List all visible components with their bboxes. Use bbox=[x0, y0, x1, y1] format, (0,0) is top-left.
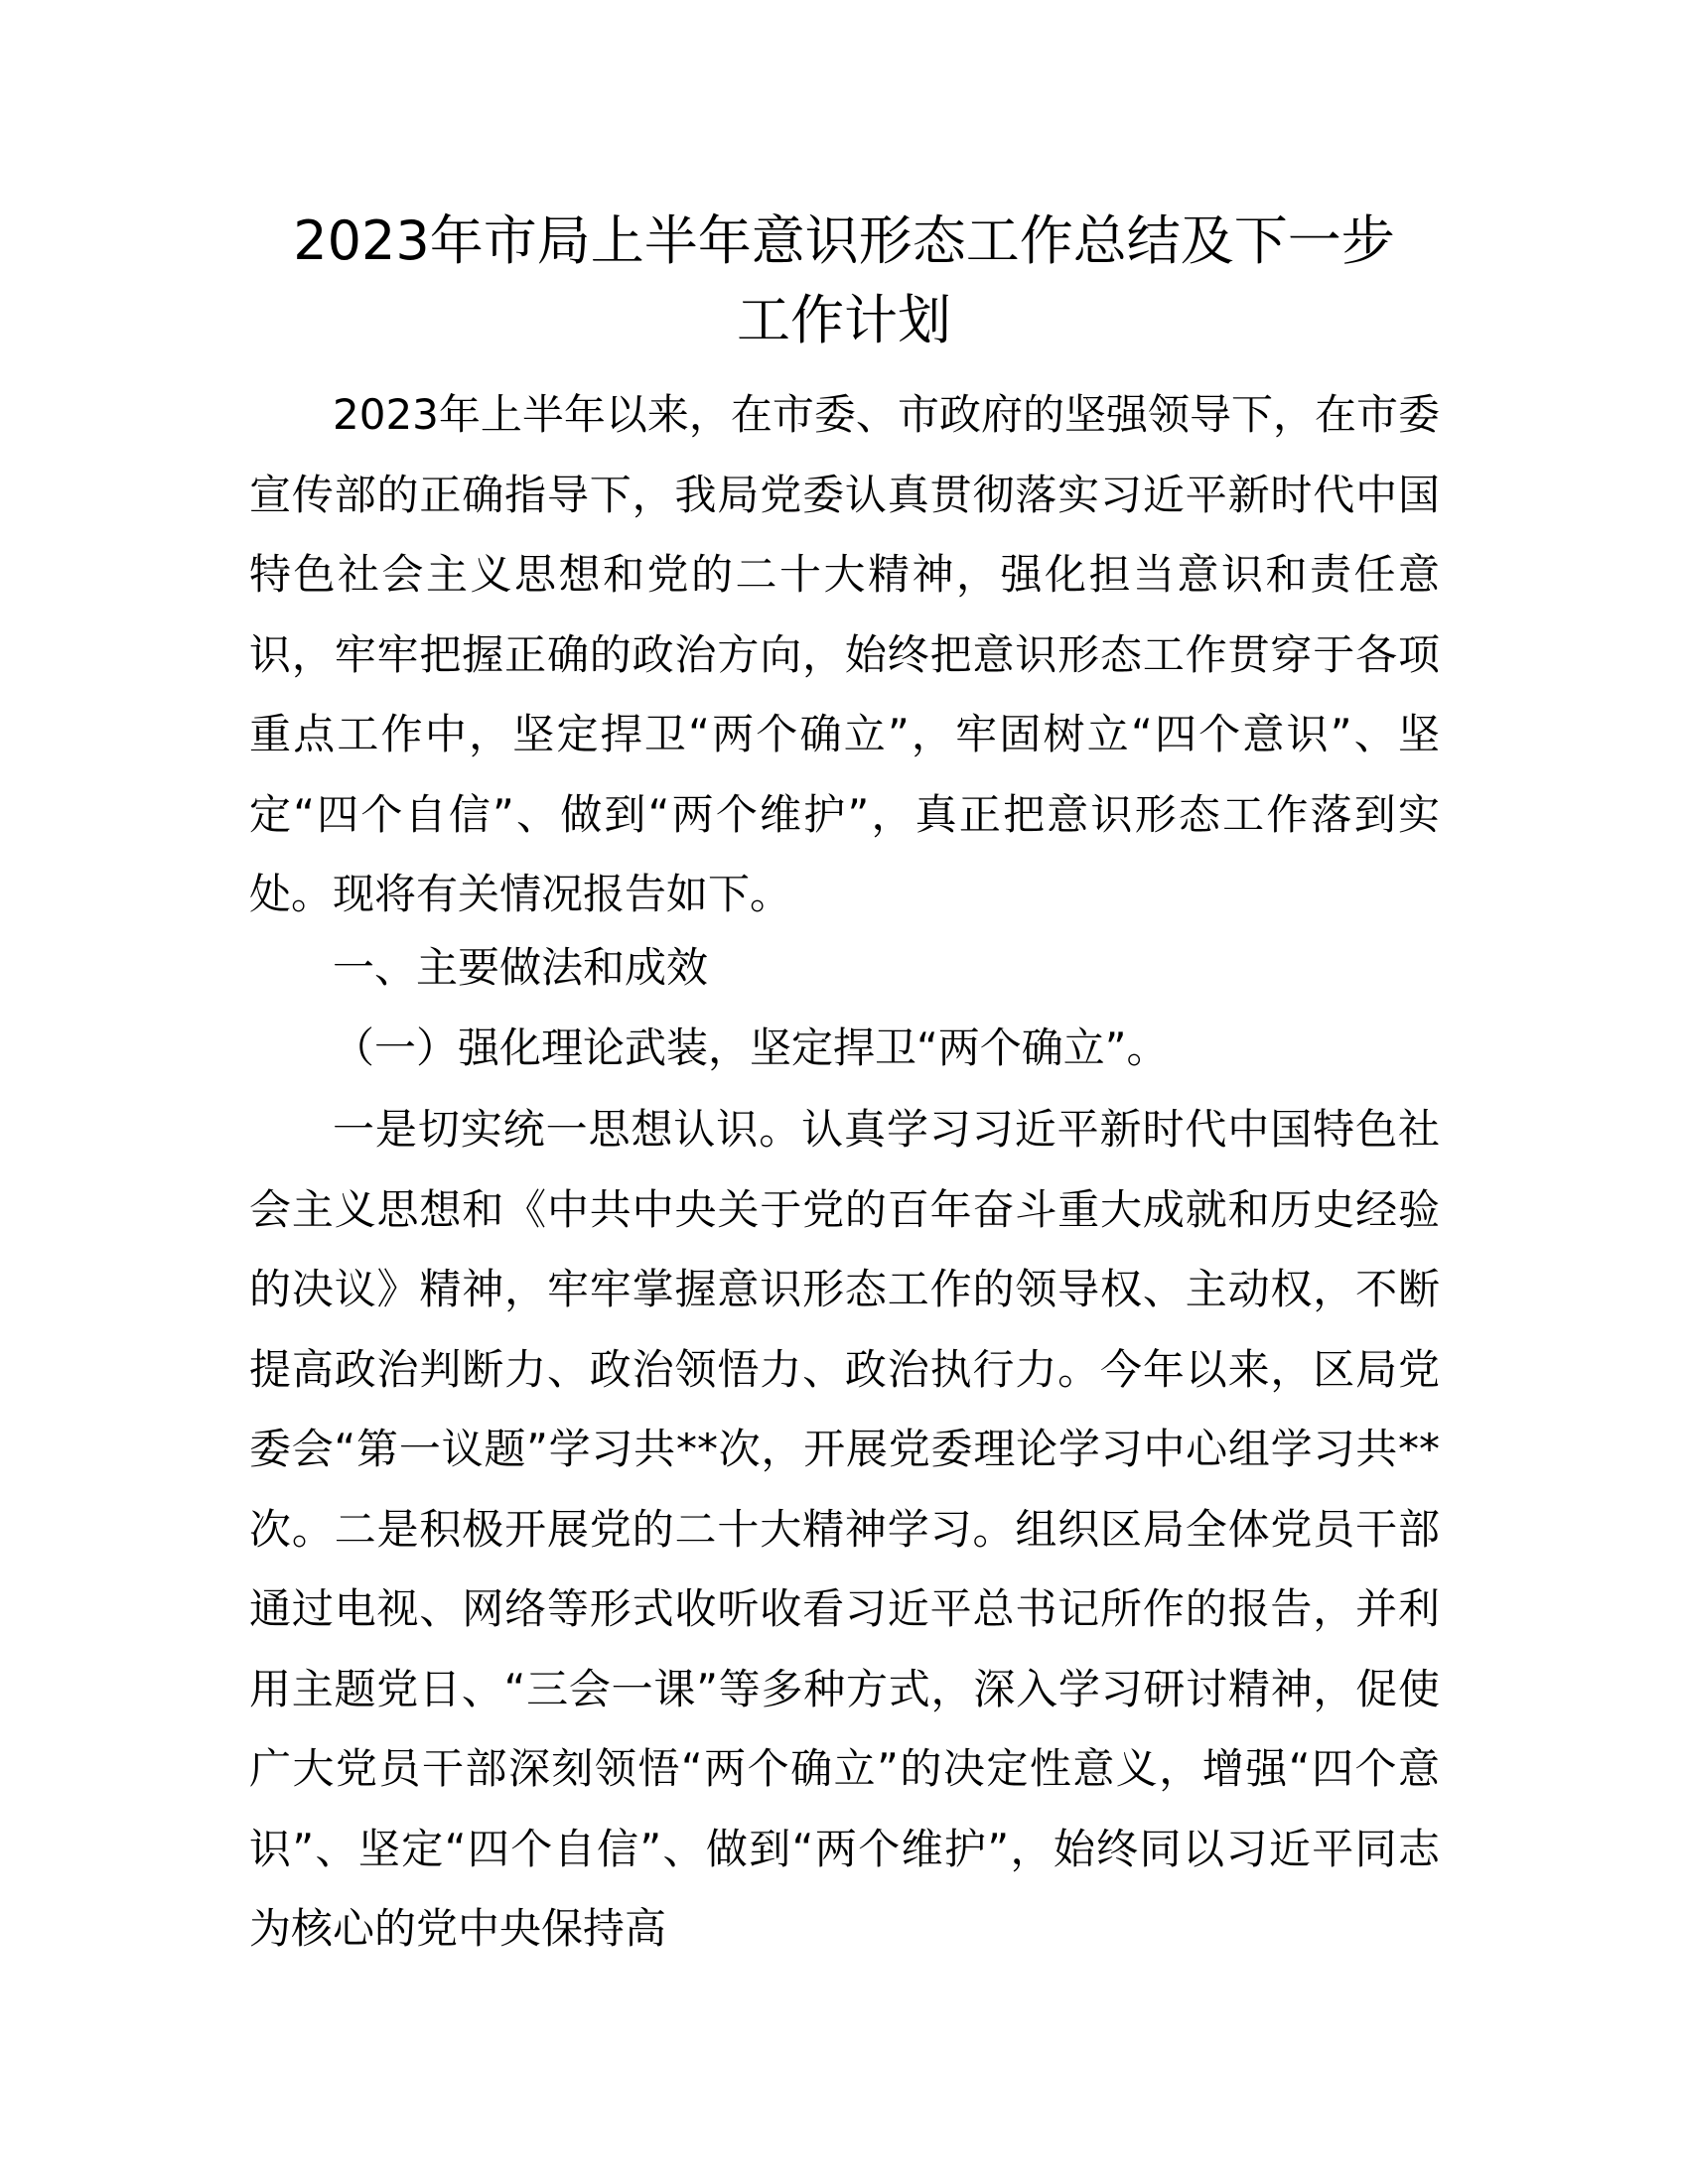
document-title-line-2: 工作计划 bbox=[737, 289, 951, 351]
intro-paragraph: 2023年上半年以来，在市委、市政府的坚强领导下，在市委宣传部的正确指导下，我局党委认真贯彻落实习近平新时代中国特色社会主义思想和党的二十大精神，强化担当意识和责任意识，牢牢把握正确的政治方向，始终把意识形态工作贯穿于各项重点工作中，坚定捍卫“两个确立”，牢固树立“四个意识”、坚定“四个自信”、做到“两个维护”，真正把意识形态工作落到实处。现将有关情况报告如下。 bbox=[249, 390, 1440, 918]
subsection-heading: （一）强化理论武装，坚定捍卫“两个确立”。 bbox=[333, 1024, 1169, 1072]
section-heading: 一、主要做法和成效 bbox=[333, 943, 709, 992]
document-title-line-1: 2023年市局上半年意识形态工作总结及下一步 bbox=[293, 209, 1395, 272]
body-paragraph: 一是切实统一思想认识。认真学习习近平新时代中国特色社会主义思想和《中共中央关于党的百年奋斗重大成就和历史经验的决议》精神，牢牢掌握意识形态工作的领导权、主动权，不断提高政治判断力、政治领悟力、政治执行力。今年以来，区局党委会“第一议题”学习共**次，开展党委理论学习中心组学习共**次。二是积极开展党的二十大精神学习。组织区局全体党员干部通过电视、网络等形式收听收看习近平总书记所作的报告，并利用主题党日、“三会一课”等多种方式，深入学习研讨精神，促使广大党员干部深刻领悟“两个确立”的决定性意义，增强“四个意识”、坚定“四个自信”、做到“两个维护”，始终同以习近平同志为核心的党中央保持高 bbox=[249, 1105, 1440, 1953]
